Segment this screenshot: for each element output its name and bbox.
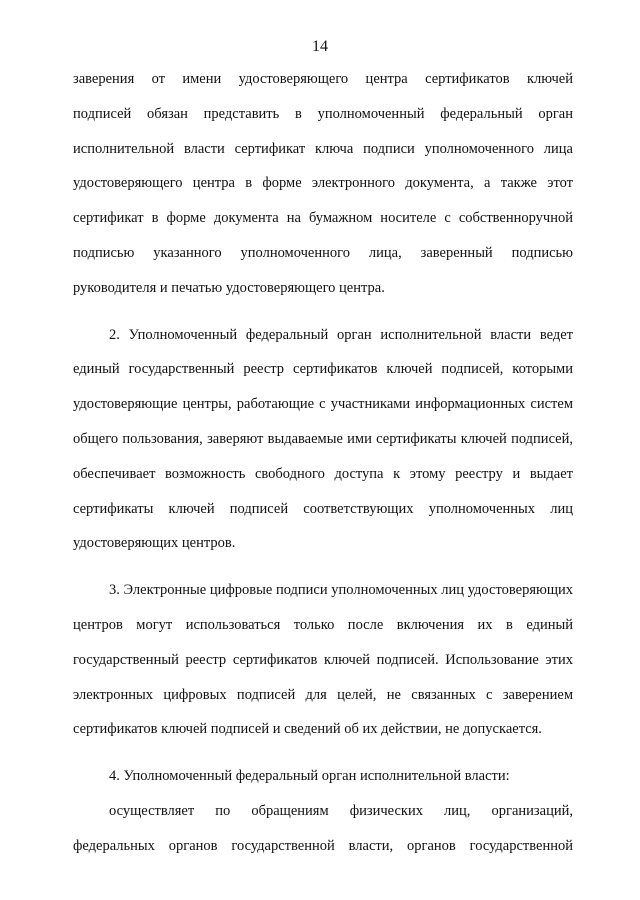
paragraph-4 [73, 759, 573, 794]
paragraph-1 [73, 62, 573, 306]
text-line: центров могут использоваться только после включения их в единый [73, 616, 573, 633]
text-line: единый государственный реестр сертификатов ключей подписей, которыми [73, 361, 573, 378]
text-line: 3. Электронные цифровые подписи уполномоченных лиц удостоверяющих [109, 582, 573, 599]
text-line: 2. Уполномоченный федеральный орган исполнительной власти ведет [109, 326, 573, 343]
text-line: исполнительной власти сертификат ключа подписи уполномоченного лица [73, 140, 573, 157]
text-line: сертификатов ключей подписей и сведений об их действии, не допускается. [73, 721, 542, 738]
text-line: электронных цифровых подписей для целей, не связанных с заверением [73, 686, 573, 703]
text-line: общего пользования, заверяют выдаваемые ими сертификаты ключей подписей, [73, 430, 573, 447]
text-line: обеспечивает возможность свободного доступа к этому реестру и выдает [73, 465, 573, 482]
text-line: удостоверяющего центра в форме электронного документа, а также этот [73, 175, 573, 192]
text-line: подписью указанного уполномоченного лица, заверенный подписью [73, 244, 573, 261]
page-number: 14 [312, 38, 328, 55]
text-line: подписей обязан представить в уполномоченный федеральный орган [73, 105, 573, 122]
text-line: сертификат в форме документа на бумажном носителе с собственноручной [73, 210, 573, 227]
paragraph-3 [73, 573, 573, 747]
text-line: осуществляет по обращениям физических лиц, организаций, [109, 802, 573, 819]
text-line: сертификаты ключей подписей соответствующих уполномоченных лиц [73, 500, 573, 517]
text-line: государственный реестр сертификатов ключей подписей. Использование этих [73, 651, 573, 668]
text-line: 4. Уполномоченный федеральный орган исполнительной власти: [109, 768, 510, 785]
text-line: руководителя и печатью удостоверяющего центра. [73, 279, 385, 296]
text-line: заверения от имени удостоверяющего центра сертификатов ключей [73, 71, 573, 87]
paragraph-2 [73, 318, 573, 562]
text-line: удостоверяющих центров. [73, 535, 236, 552]
paragraph-5 [73, 794, 573, 864]
document-body [73, 62, 573, 864]
text-line: федеральных органов государственной власти, органов государственной [73, 837, 573, 854]
text-line: удостоверяющие центры, работающие с участниками информационных систем [73, 396, 573, 413]
